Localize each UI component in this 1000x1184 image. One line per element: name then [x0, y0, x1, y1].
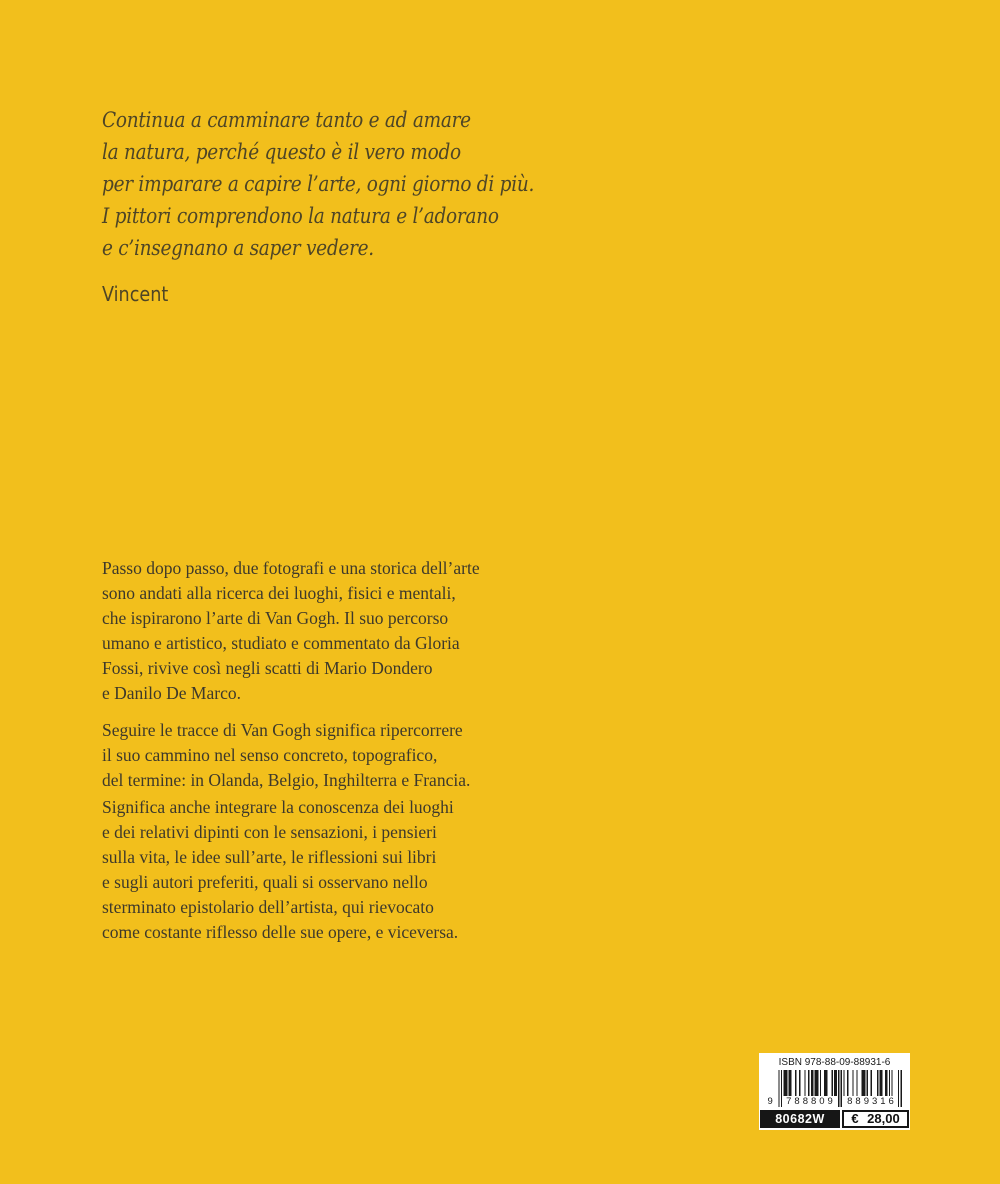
text-line: Significa anche integrare la conoscenza dei luoghi [102, 797, 454, 817]
publisher-code: 80682W [760, 1110, 840, 1128]
text-line: umano e artistico, studiato e commentato da Gloria [102, 633, 460, 653]
quote-lines [102, 104, 560, 264]
text-line: Passo dopo passo, due fotografi e una storica dell’arte [102, 558, 480, 578]
text-line: e Danilo De Marco. [102, 683, 241, 703]
text-line: sono andati alla ricerca dei luoghi, fisici e mentali, [102, 583, 456, 603]
text-line: Seguire le tracce di Van Gogh significa ripercorrere [102, 720, 463, 740]
text-line: sterminato epistolario dell’artista, qui rievocato [102, 897, 434, 917]
text-line: come costante riflesso delle sue opere, e viceversa. [102, 922, 459, 942]
barcode-digit-group-2: 889316 [847, 1096, 897, 1107]
quote-block [102, 104, 560, 310]
text-line: e sugli autori preferiti, quali si osservano nello [102, 872, 428, 892]
price-barcode-label [759, 1053, 910, 1130]
text-line: del termine: in Olanda, Belgio, Inghilterra e Francia. [102, 770, 471, 790]
quote-line: I pittori comprendono la natura e l’adorano [102, 204, 499, 228]
text-line: sulla vita, le idee sull’arte, le riflessioni sui libri [102, 847, 437, 867]
quote-line: Continua a camminare tanto e ad amare [102, 108, 471, 132]
isbn-text: ISBN 978-88-09-88931-6 [778, 1057, 891, 1068]
quote-line: per imparare a capire l’arte, ogni giorno di più. [102, 172, 535, 196]
description-paragraph-3 [102, 795, 572, 945]
description-block [102, 556, 572, 945]
label-bottom-row [759, 1110, 910, 1128]
text-line: che ispirarono l’arte di Van Gogh. Il suo percorso [102, 608, 449, 628]
description-paragraph-2 [102, 718, 572, 793]
description-paragraph-1 [102, 556, 572, 706]
quote-line: la natura, perché questo è il vero modo [102, 140, 461, 164]
ean13-barcode [768, 1070, 902, 1107]
text-line: il suo cammino nel senso concreto, topografico, [102, 745, 438, 765]
text-line: Fossi, rivive così negli scatti di Mario Dondero [102, 658, 433, 678]
barcode-digit-group-1: 788809 [786, 1096, 836, 1107]
quote-signature: Vincent [102, 282, 169, 306]
quote-line: e c’insegnano a saper vedere. [102, 236, 374, 260]
price-value: € 28,00 [842, 1110, 909, 1128]
barcode-lead-digit: 9 [767, 1096, 773, 1107]
text-line: e dei relativi dipinti con le sensazioni, i pensieri [102, 822, 437, 842]
